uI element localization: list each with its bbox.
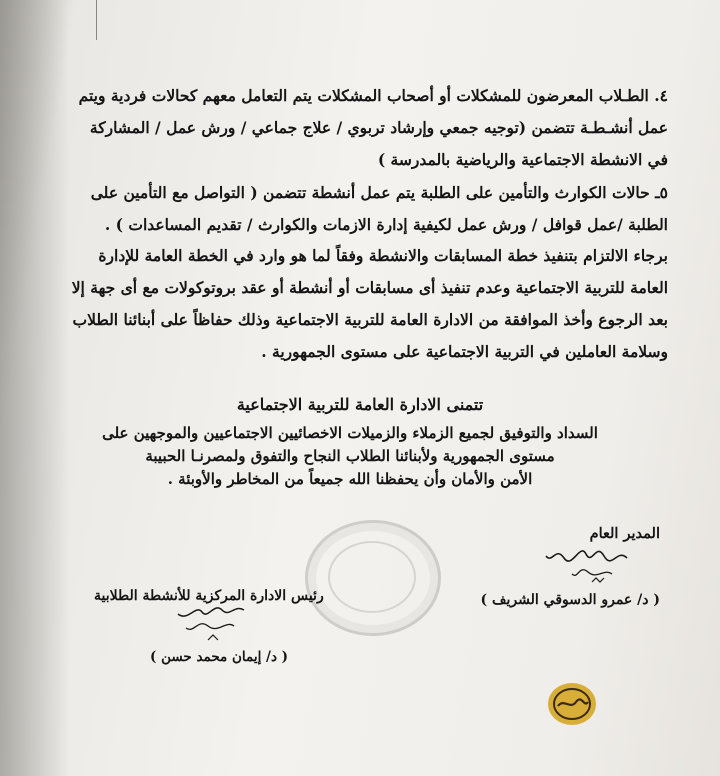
paragraph-4 — [48, 80, 668, 176]
text-line: بعد الرجوع وأخذ الموافقة من الادارة العامة للتربية الاجتماعية وذلك حفاظاً على أبنائنا الطلاب — [72, 310, 668, 329]
text-line: برجاء الالتزام بتنفيذ خطة المسابقات والانشطة وفقاً لما هو وارد في الخطة العامة للإدارة — [98, 246, 668, 265]
text-line: الطلبة /عمل قوافل / ورش عمل لكيفية إدارة الازمات والكوارث / تقديم المساعدات ) . — [104, 215, 668, 234]
text-line: العامة للتربية الاجتماعية وعدم تنفيذ أى مسابقات أو أنشطة أو عقد بروتوكولات مع أى جهة إلا — [71, 278, 668, 297]
faded-circular-stamp-icon — [305, 520, 441, 636]
director-general-name: ( د/ عمرو الدسوقي الشريف ) — [480, 592, 660, 608]
text-line: ٤. الطـلاب المعرضون للمشكلات أو أصحاب المشكلات يتم التعامل معهم كحالات فردية ويتم — [78, 86, 668, 105]
paragraph-5 — [48, 177, 668, 241]
paragraph-request — [48, 240, 668, 368]
text-line: مستوى الجمهورية ولأبنائنا الطلاب النجاح والتفوق ولمصرنـا الحبيبة — [145, 447, 555, 465]
central-admin-head-title: رئيس الادارة المركزية للأنشطة الطلابية — [94, 588, 324, 604]
director-signature-icon — [542, 540, 632, 590]
page-fold-line — [96, 0, 97, 40]
closing-wishes — [100, 422, 600, 491]
text-line: في الانشطة الاجتماعية والرياضية بالمدرسة ) — [377, 150, 668, 169]
gold-logo-watermark-icon — [546, 680, 598, 728]
text-line: ٥ـ حالات الكوارث والتأمين على الطلبة يتم عمل أنشطة تتضمن ( التواصل مع التأمين على — [90, 183, 668, 202]
central-admin-signature-icon — [168, 600, 248, 646]
text-line: الأمن والأمان وأن يحفظنا الله جميعاً من المخاطر والأوبئة . — [167, 470, 533, 488]
director-general-title: المدير العام — [589, 525, 660, 542]
central-admin-head-name: ( د/ إيمان محمد حسن ) — [150, 649, 289, 665]
text-line: عمل أنشـطـة تتضمن (توجيه جمعي وإرشاد تربوي / علاج جماعي / ورش عمل / المشاركة — [89, 118, 668, 137]
text-line: وسلامة العاملين في التربية الاجتماعية على مستوى الجمهورية . — [261, 342, 668, 361]
text-line: السداد والتوفيق لجميع الزملاء والزميلات الاخصائيين الاجتماعيين والموجهين على — [102, 424, 598, 442]
closing-title: تتمنى الادارة العامة للتربية الاجتماعية — [236, 395, 484, 414]
